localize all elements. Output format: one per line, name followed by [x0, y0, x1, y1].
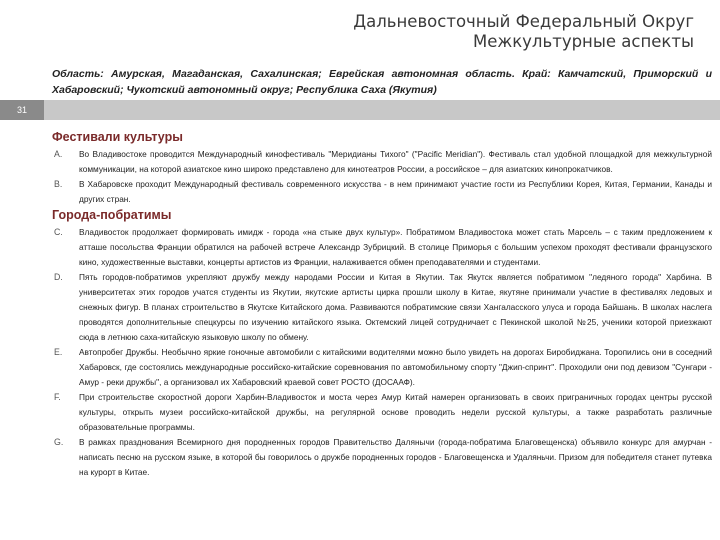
list-item	[52, 225, 712, 270]
regions-list: Область: Амурская, Магаданская, Сахалинская; Еврейская автономная область. Край: Камчатский, Приморский и Хабаровский; Чукотский автономный округ; Республика Саха (Якутия)	[52, 68, 712, 96]
list-marker: D.	[54, 272, 63, 282]
slide-title	[353, 12, 694, 52]
list-item	[52, 177, 712, 207]
list-item-text: Пять городов-побратимов укрепляют дружбу между народами России и Китая в Якутии. Так Якутск является побратимом "ледяного города" Харбина. В университетах этих городов учатся студенты из Якутии, якутские артисты цирка прошли школу в Китае, якутяне принимали участие в фестивалях ледовых и снежных фигур. В планах строительство в Якутске Китайского дома. Развиваются побратимские связи Хангаласского улуса и города Байшань. В школах наслега проводятся дополнительные спецкурсы по изучению китайского языка. Октемский лицей сотрудничает с Пекинской школой №25, ученики которой приезжают сюда в летнюю саха-китайскую языковую школу по обмену.	[79, 272, 712, 342]
list-item	[52, 345, 712, 390]
list-marker: C.	[54, 227, 63, 237]
list-marker: G.	[54, 437, 64, 447]
list-marker: E.	[54, 347, 63, 357]
list-item-text: В Хабаровске проходит Международный фестиваль современного искусства - в нем принимают участие гости из Республики Корея, Китая, Германии, Канады и других стран.	[79, 179, 712, 204]
list-marker: B.	[54, 179, 63, 189]
slide-number-bar	[0, 100, 720, 120]
section-title-festivals: Фестивали культуры	[52, 130, 183, 144]
slide-title-line-1: Дальневосточный Федеральный Округ	[353, 12, 694, 31]
list-item-text: Во Владивостоке проводится Международный кинофестиваль "Меридианы Тихого" ("Pacific Meridian"). Фестиваль стал удобной площадкой для межкультурной коммуникации, на которой азиатское кино широко представлено для кинотеатров России, а российское – для азиатских кинопрокатчиков.	[79, 149, 712, 174]
slide-title-line-2: Межкультурные аспекты	[472, 32, 694, 51]
list-item-text: В рамках празднования Всемирного дня породненных городов Правительство Далянычи (города-побратима Благовещенска) объявило конкурс для амурчан - написать песню на русском языке, в которой бы говорилось о дружбе породненных городов - Благовещенска и Удаляньчи. Призом для победителя станет путевка на курорт в Китае.	[79, 437, 712, 477]
list-item	[52, 147, 712, 177]
list-item	[52, 435, 712, 480]
list-item	[52, 390, 712, 435]
list-item-text: Владивосток продолжает формировать имидж - города «на стыке двух культур». Побратимом Владивостока может стать Марсель – с таким предложением к атташе посольства Франции обратился на рабочей встрече Александр Зубрицкий. В столице Приморья с большим успехом проходят фестивали французского кино, художественные выставки, концерты артистов из Франции, налаживается обмен преподавателями и студентами.	[79, 227, 712, 267]
list-item	[52, 270, 712, 345]
list-marker: A.	[54, 149, 63, 159]
list-marker: F.	[54, 392, 61, 402]
list-item-text: При строительстве скоростной дороги Харбин-Владивосток и моста через Амур Китай намерен организовать в своих приграничных городах центры русской культуры, открыть музеи российско-китайской дружбы, на регулярной основе проводить недели русской культуры, а также разработать различные образовательные программы.	[79, 392, 712, 432]
section-title-sister-cities: Города-побратимы	[52, 208, 172, 222]
slide-number: 31	[0, 100, 44, 120]
slide-content	[52, 129, 712, 480]
list-item-text: Автопробег Дружбы. Необычно яркие гоночные автомобили с китайскими водителями можно было увидеть на дорогах Биробиджана. Торопились они в соседний Хабаровск, где состоялись международные российско-китайские соревнования по автомобильному спорту "Джип-спринт". Проходили они под девизом "Сунгари - Амур - реки дружбы", а организовал их Хабаровский краевой совет РОСТО (ДОСААФ).	[79, 347, 712, 387]
